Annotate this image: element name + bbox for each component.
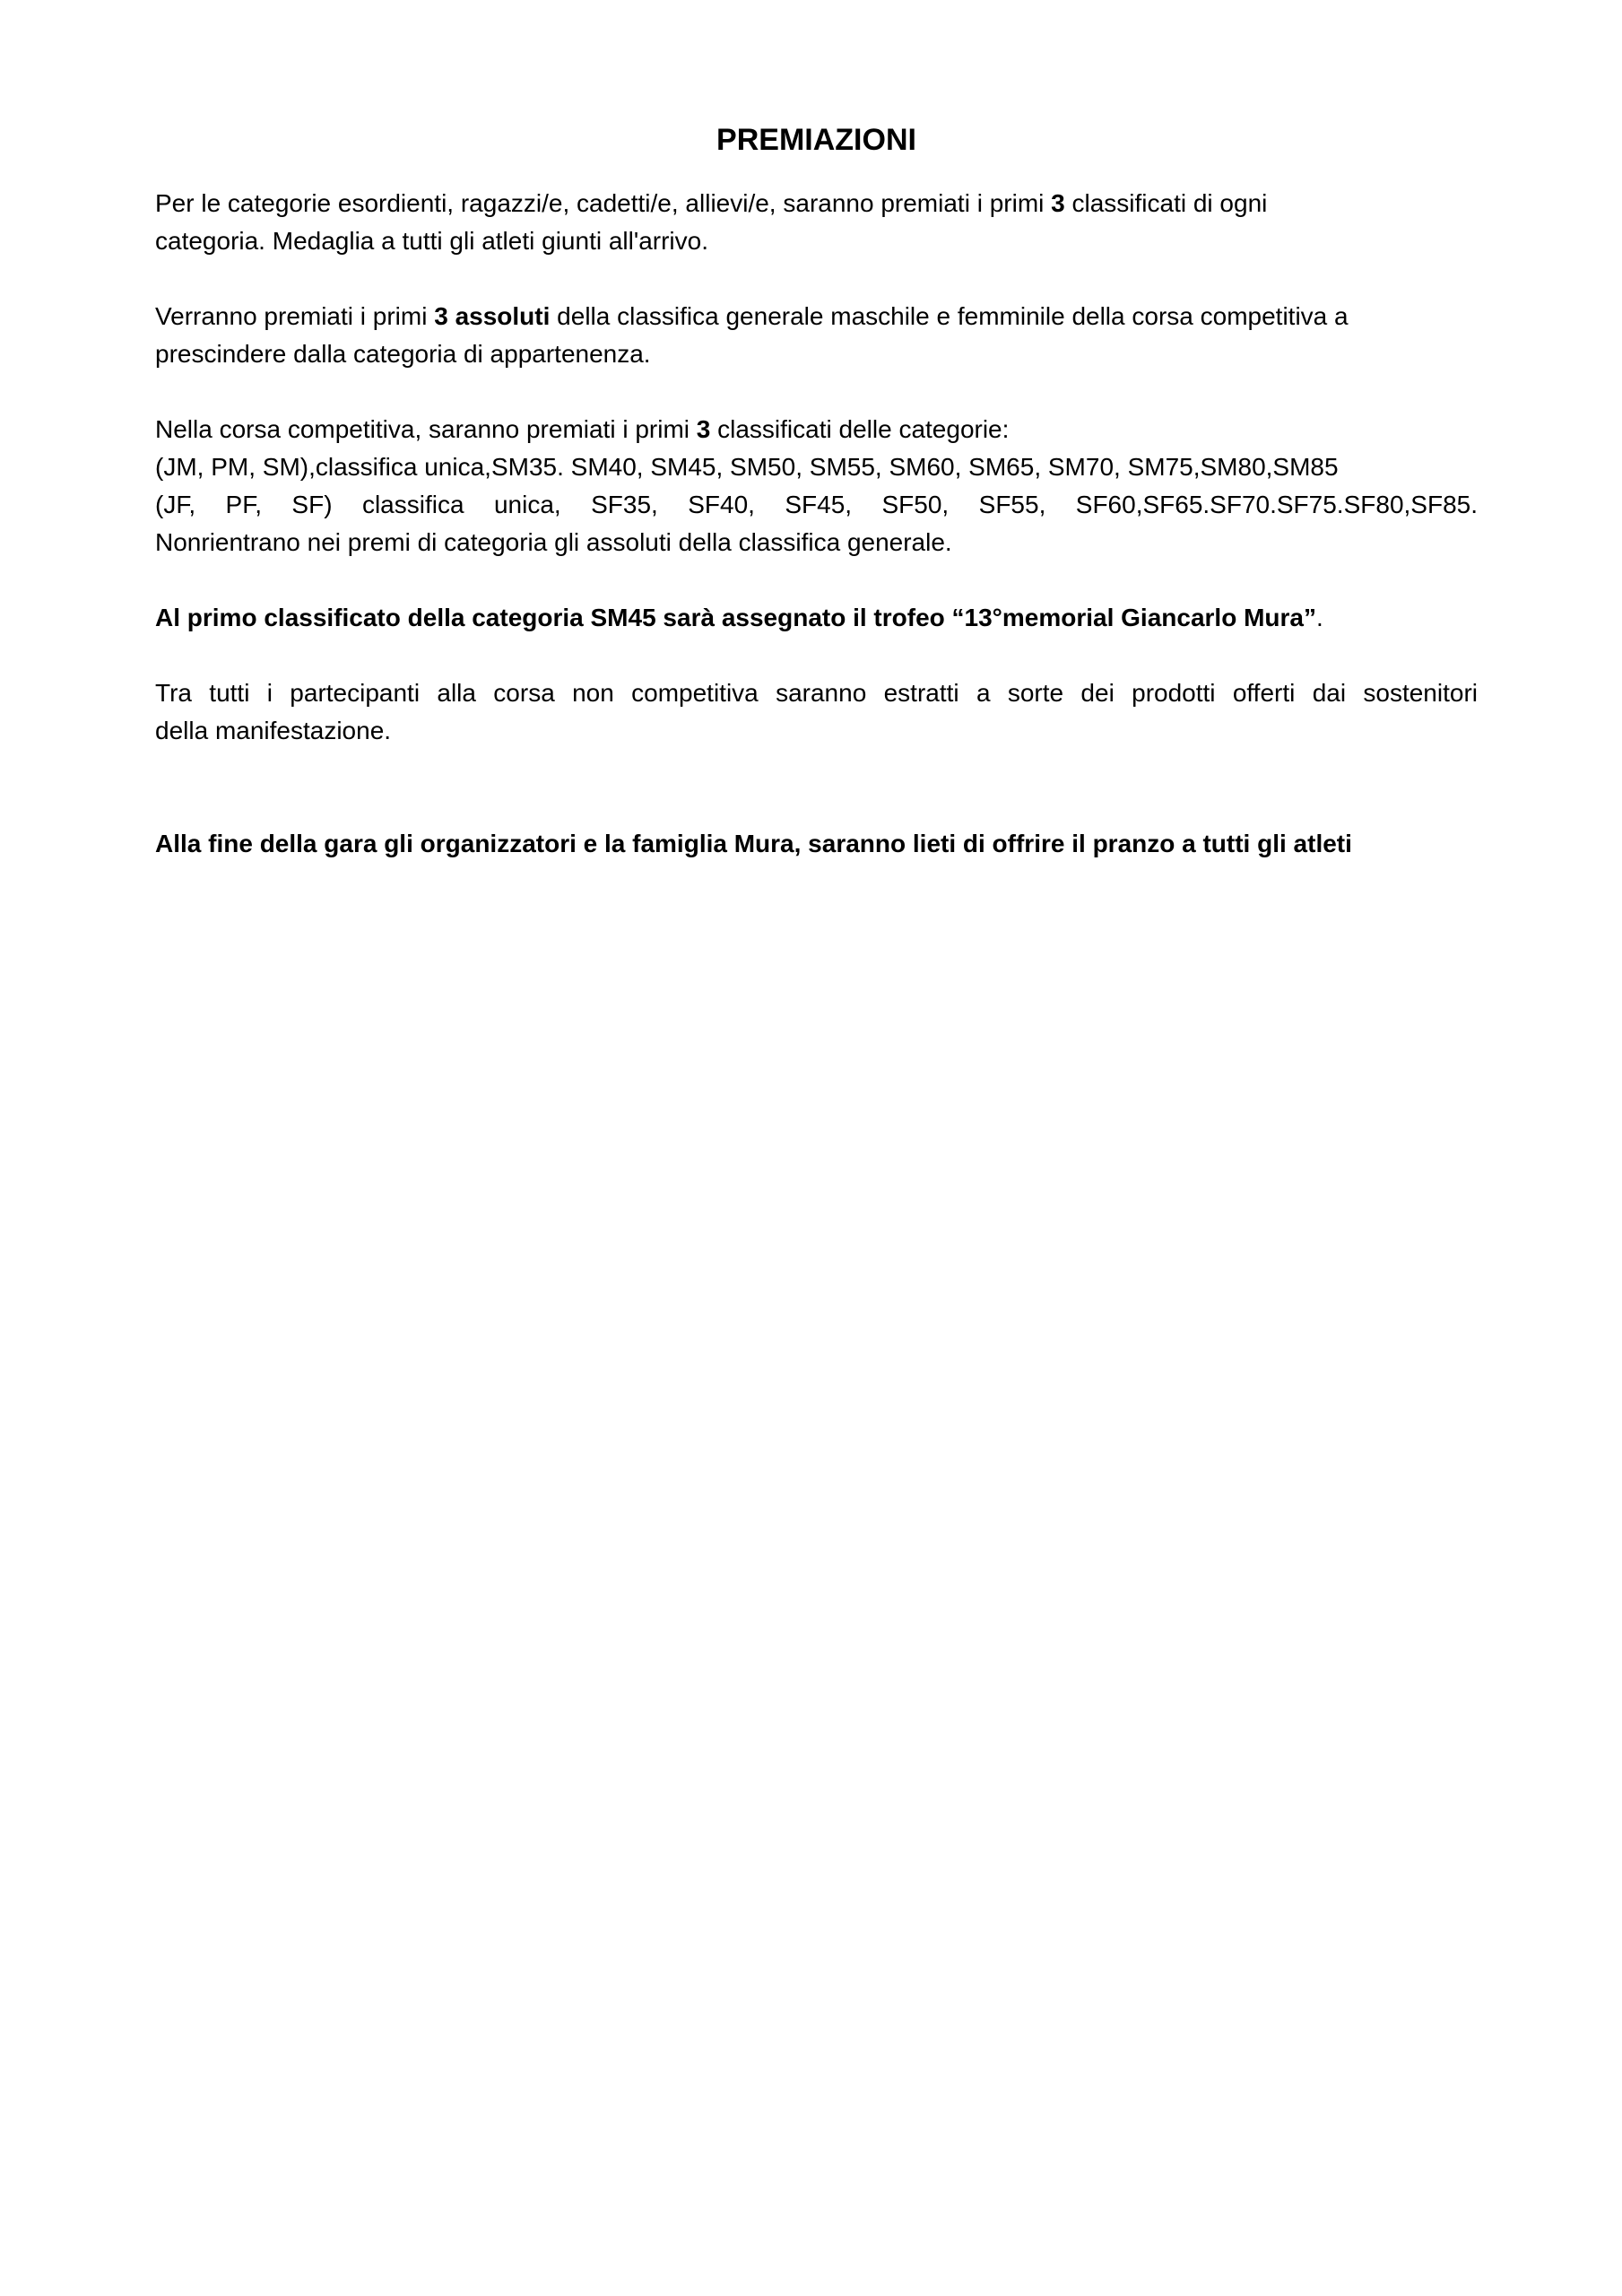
bold-number: 3 — [696, 415, 711, 443]
paragraph-youth-categories — [155, 185, 1478, 260]
paragraph-absolute-winners — [155, 298, 1478, 373]
paragraph-line — [155, 185, 1478, 222]
bold-phrase: 3 assoluti — [434, 302, 551, 330]
paragraph-line: della manifestazione. — [155, 717, 392, 744]
text-run: Verranno premiati i primi — [155, 302, 435, 330]
spacer — [155, 787, 1478, 825]
text-run: Nella corsa competitiva, saranno premiati i primi — [155, 415, 697, 443]
paragraph-trophy — [155, 599, 1478, 637]
paragraph-lunch — [155, 825, 1478, 863]
paragraph-line: Nonrientrano nei premi di categoria gli assoluti della classifica generale. — [155, 528, 952, 556]
document-title: PREMIAZIONI — [716, 123, 916, 157]
paragraph-line: Tra tutti i partecipanti alla corsa non competitiva saranno estratti a sorte dei prodotti offerti dai sostenitori — [155, 679, 1478, 707]
text-run: della classifica generale maschile e femminile della corsa competitiva a — [550, 302, 1349, 330]
text-run: . — [1316, 604, 1323, 631]
paragraph-non-competitive-draw — [155, 674, 1478, 750]
bold-trophy-text: Al primo classificato della categoria SM45 sarà assegnato il trofeo “13°memorial Giancarlo Mura” — [155, 604, 1316, 631]
paragraph-line: Alla fine della gara gli organizzatori e la famiglia Mura, saranno lieti di offrire il pranzo a tutti gli atleti — [155, 830, 1352, 857]
text-run: classificati delle categorie: — [710, 415, 1010, 443]
paragraph-line — [155, 298, 1478, 335]
paragraph-line — [155, 599, 1478, 637]
paragraph-line: prescindere dalla categoria di appartenenza. — [155, 340, 651, 368]
paragraph-competitive-categories — [155, 411, 1478, 561]
paragraph-line: categoria. Medaglia a tutti gli atleti giunti all'arrivo. — [155, 227, 708, 255]
bold-number: 3 — [1051, 189, 1065, 217]
text-run: Per le categorie esordienti, ragazzi/e, cadetti/e, allievi/e, saranno premiati i primi — [155, 189, 1052, 217]
paragraph-line-female-categories: (JF, PF, SF) classifica unica, SF35, SF40, SF45, SF50, SF55, SF60,SF65.SF70.SF75.SF80,SF85. — [155, 491, 1478, 518]
document-content — [155, 118, 1478, 900]
paragraph-line — [155, 411, 1478, 448]
text-run: classificati di ogni — [1064, 189, 1268, 217]
paragraph-line-male-categories: (JM, PM, SM),classifica unica,SM35. SM40, SM45, SM50, SM55, SM60, SM65, SM70, SM75,SM80,SM85 — [155, 453, 1339, 481]
